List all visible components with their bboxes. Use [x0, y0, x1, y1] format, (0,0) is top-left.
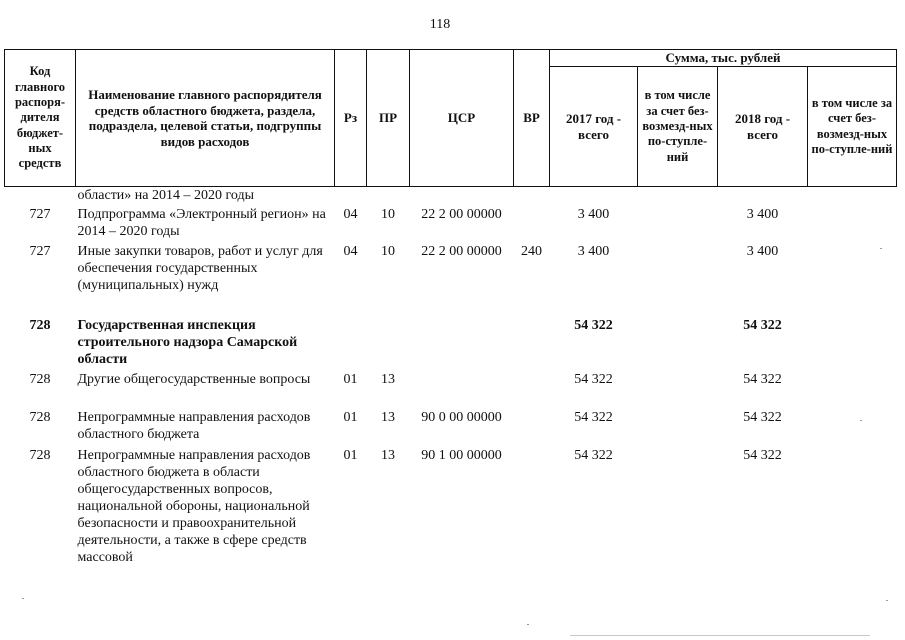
cell-code: 728 [29, 372, 51, 387]
cell-csr: 90 0 00 00000 [421, 410, 502, 425]
header-name: Наименование главного распорядителя средств областного бюджета, раздела, подраздела, целевой статьи, подгруппы видов расходов [76, 50, 335, 187]
cell-2018-grant [808, 409, 897, 447]
cell-2017-grant [638, 187, 718, 204]
cell-vr [514, 203, 550, 243]
cell-name: Подпрограмма «Электронный регион» на 2014 – 2020 годы [77, 207, 326, 239]
cell-2018-total: 3 400 [746, 244, 779, 259]
cell-rz: 01 [343, 448, 358, 463]
cell-2017-grant [638, 409, 718, 447]
cell-2017-total: 3 400 [577, 207, 610, 222]
cell-2018-total [718, 187, 808, 204]
table-row [5, 409, 897, 447]
scan-mark [22, 598, 24, 599]
table-row [5, 317, 897, 371]
cell-2017-grant [638, 317, 718, 371]
cell-2018-grant [808, 447, 897, 571]
scan-mark [527, 624, 529, 625]
table-header [5, 50, 897, 187]
cell-2018-grant [808, 203, 897, 243]
cell-2017-grant [638, 203, 718, 243]
cell-csr [410, 371, 514, 409]
cell-csr: 22 2 00 00000 [421, 244, 502, 259]
cell-2017-total: 3 400 [577, 244, 610, 259]
cell-2018-grant [808, 243, 897, 317]
cell-pr: 13 [381, 372, 395, 387]
cell-name: области» на 2014 – 2020 годы [77, 188, 255, 203]
cell-csr: 90 1 00 00000 [421, 448, 502, 463]
cell-2017-grant [638, 447, 718, 571]
cell-2018-grant [808, 371, 897, 409]
cell-rz [335, 317, 367, 371]
cell-vr [514, 409, 550, 447]
cell-2018-grant [808, 317, 897, 371]
cell-2018-total: 54 322 [743, 372, 782, 387]
cell-vr: 240 [521, 244, 542, 259]
cell-code: 728 [29, 410, 51, 425]
cell-2017-grant [638, 243, 718, 317]
cell-name: Государственная инспекция строительного надзора Самарской области [77, 318, 298, 367]
header-2018-grant: в том числе за счет без-возмезд-ных по-ступле-ний [808, 67, 897, 187]
cell-code [5, 187, 76, 204]
header-csr: ЦСР [410, 50, 514, 187]
table-row [5, 371, 897, 409]
cell-rz [335, 187, 367, 204]
header-sum-group: Сумма, тыс. рублей [550, 50, 897, 67]
header-pr: ПР [367, 50, 410, 187]
table-body [5, 187, 897, 572]
cell-pr: 10 [381, 244, 395, 259]
cell-2017-total: 54 322 [574, 410, 613, 425]
page-number: 118 [429, 17, 451, 32]
budget-table [4, 49, 897, 571]
cell-rz: 01 [343, 410, 358, 425]
table-row [5, 203, 897, 243]
scan-mark [886, 600, 888, 601]
cell-code: 728 [29, 448, 51, 463]
cell-csr [410, 187, 514, 204]
cell-2018-grant [808, 187, 897, 204]
cell-pr: 10 [381, 207, 395, 222]
cell-name: Иные закупки товаров, работ и услуг для обеспечения государственных (муниципальных) нужд [77, 244, 323, 293]
cell-pr [367, 317, 410, 371]
cell-name: Другие общегосударственные вопросы [77, 372, 311, 387]
header-2017-grant: в том числе за счет без-возмезд-ных по-ступле-ний [638, 67, 718, 187]
table-row [5, 447, 897, 571]
cell-2017-grant [638, 371, 718, 409]
table-row [5, 187, 897, 204]
cell-code: 728 [29, 318, 51, 333]
cell-rz: 01 [343, 372, 358, 387]
cell-pr [367, 187, 410, 204]
cell-2017-total: 54 322 [574, 372, 613, 387]
cell-pr: 13 [381, 410, 395, 425]
cell-csr [410, 317, 514, 371]
cell-rz: 04 [343, 207, 358, 222]
cell-vr [514, 187, 550, 204]
cell-2018-total: 54 322 [743, 318, 782, 333]
header-2017-total: 2017 год - всего [550, 67, 638, 187]
cell-2018-total: 54 322 [743, 448, 782, 463]
cell-2018-total: 3 400 [746, 207, 779, 222]
header-2018-total: 2018 год - всего [718, 67, 808, 187]
scan-mark [570, 635, 870, 636]
cell-pr: 13 [381, 448, 395, 463]
cell-rz: 04 [343, 244, 358, 259]
cell-code: 727 [29, 207, 51, 222]
scan-mark [860, 420, 862, 421]
cell-2017-total: 54 322 [574, 318, 613, 333]
cell-csr: 22 2 00 00000 [421, 207, 502, 222]
cell-name: Непрограммные направления расходов областного бюджета [77, 410, 311, 442]
cell-code: 727 [29, 244, 51, 259]
scan-mark [880, 248, 882, 249]
header-rz: Рз [335, 50, 367, 187]
table-row [5, 243, 897, 317]
cell-vr [514, 317, 550, 371]
cell-2017-total [550, 187, 638, 204]
header-code: Код главного распоря-дителя бюджет-ных средств [5, 50, 76, 187]
cell-name: Непрограммные направления расходов областного бюджета в области общегосударственных вопросов, национальной обороны, национальной безопасности и правоохранительной деятельности, а также в сфере средств массовой [77, 448, 311, 565]
cell-vr [514, 447, 550, 571]
header-vr: ВР [514, 50, 550, 187]
cell-2018-total: 54 322 [743, 410, 782, 425]
cell-vr [514, 371, 550, 409]
cell-2017-total: 54 322 [574, 448, 613, 463]
